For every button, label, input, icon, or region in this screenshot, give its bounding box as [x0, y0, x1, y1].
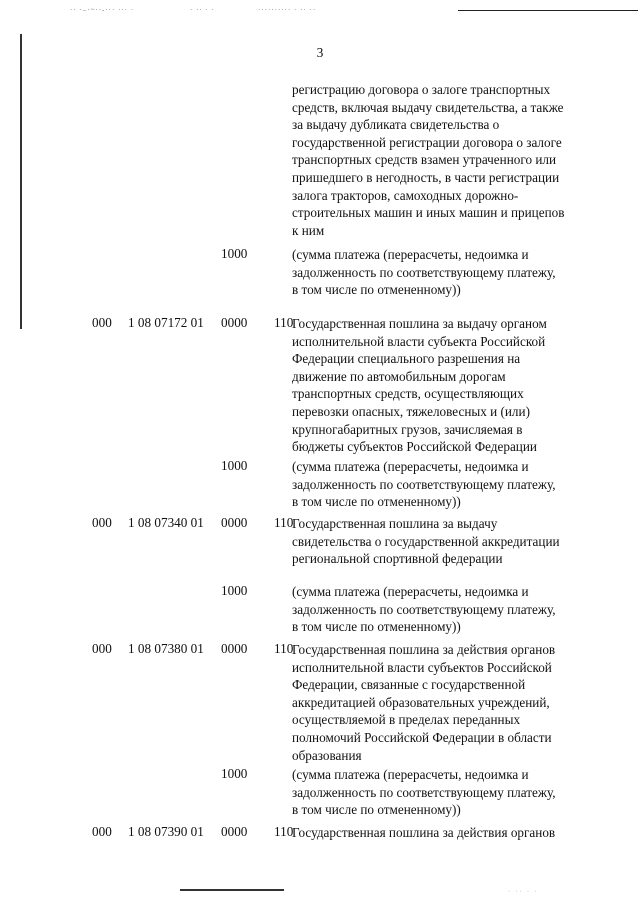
row-code: 000 — [92, 641, 112, 656]
row-code: 000 — [92, 515, 112, 530]
row-code: 000 — [92, 824, 112, 839]
row-description: Государственная пошлина за действия органов исполнительной власти субъектов Российской Федерации, связанные с государственной аккредитацией образовательных учреждений, осуществляемой в пределах переданных полномочий Российской Федерации в области образования — [292, 642, 556, 763]
row-description: Государственная пошлина за действия органов — [292, 825, 556, 840]
row-subtype: 1000 — [221, 246, 248, 261]
row-description: (сумма платежа (перерасчеты, недоимка и задолженность по соответствующему платежу, в том числе по отмененному)) — [292, 459, 556, 510]
scan-bottom-line — [180, 889, 284, 891]
row-type: 110 — [274, 515, 294, 530]
row-subtype: 0000 — [221, 641, 248, 656]
scan-mark-top-right: ·········· · ·· ·· — [258, 6, 317, 14]
row-subtype: 1000 — [221, 583, 248, 598]
row-description: Государственная пошлина за выдачу органом исполнительной власти субъекта Российской Федерации специального разрешения на движение по автомобильным дорогам транспортных средств, осуществляющих перевозки опасных, тяжеловесных и (или) крупногабаритных грузов, зачисляемая в бюджеты субъектов Российской Федерации — [292, 316, 547, 455]
scan-mark-bottom: · ·· · · — [508, 889, 539, 895]
row-type: 110 — [274, 824, 294, 839]
row-type: 110 — [274, 315, 294, 330]
row-kbk: 1 08 07390 01 — [128, 824, 204, 839]
page-number: 3 — [316, 45, 324, 60]
row-kbk: 1 08 07172 01 — [128, 315, 204, 330]
continuation-text: регистрацию договора о залоге транспортных средств, включая выдачу свидетельства, а также за выдачу дубликата свидетельства о государственной регистрации договора о залоге транспортных средств взамен утраченного или пришедшего в негодность, в части регистрации залога тракторов, самоходных дорожно- строительных машин и иных машин и прицепов к ним — [292, 82, 565, 238]
row-subtype: 0000 — [221, 824, 248, 839]
row-description: (сумма платежа (перерасчеты, недоимка и задолженность по соответствующему платежу, в том числе по отмененному)) — [292, 247, 556, 298]
row-subtype: 0000 — [221, 315, 248, 330]
row-kbk: 1 08 07340 01 — [128, 515, 204, 530]
row-code: 000 — [92, 315, 112, 330]
scan-left-edge — [20, 34, 22, 329]
scan-mark-top-left: ·· ·–·~··-··· ··· · — [70, 6, 135, 14]
row-type: 110 — [274, 641, 294, 656]
row-kbk: 1 08 07380 01 — [128, 641, 204, 656]
scan-mark-top-mid: · ·· · · — [190, 6, 215, 14]
row-description: Государственная пошлина за выдачу свидетельства о государственной аккредитации региональной спортивной федерации — [292, 516, 560, 567]
scan-top-line — [458, 10, 638, 11]
row-description: (сумма платежа (перерасчеты, недоимка и задолженность по соответствующему платежу, в том числе по отмененному)) — [292, 767, 556, 818]
row-description: (сумма платежа (перерасчеты, недоимка и задолженность по соответствующему платежу, в том числе по отмененному)) — [292, 584, 556, 635]
row-subtype: 1000 — [221, 766, 248, 781]
row-subtype: 1000 — [221, 458, 248, 473]
row-subtype: 0000 — [221, 515, 248, 530]
